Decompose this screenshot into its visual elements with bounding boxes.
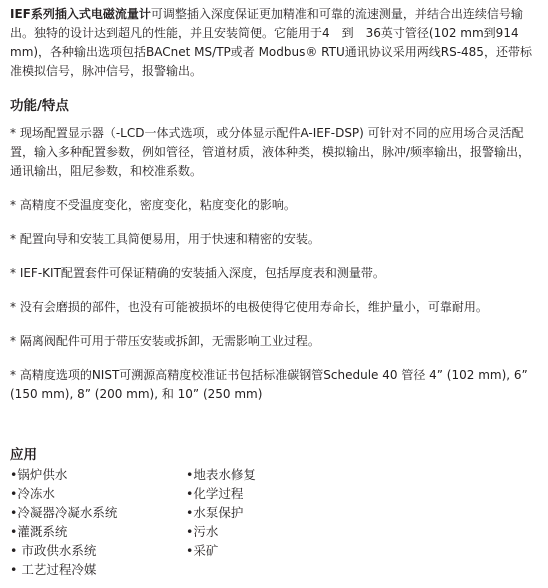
feature-item: * 现场配置显示器（-LCD一体式选项，或分体显示配件A-IEF-DSP) 可针对不同的应用场合灵活配置，输入多种配置参数，例如管径，管道材质，液体种类，模拟输出，脉冲/频率输出，报警输出，通讯输出，阻尼参数，和校准系数。: [10, 126, 531, 178]
features-list: [10, 124, 540, 419]
feature-item: * 高精度不受温度变化，密度变化，粘度变化的影响。: [10, 198, 296, 212]
application-item: •锅炉供水: [10, 467, 68, 482]
applications-heading: 应用: [10, 447, 37, 463]
application-item: •地表水修复: [186, 467, 256, 482]
product-name: IEF系列插入式电磁流量计: [10, 7, 151, 21]
application-item: •采矿: [186, 543, 219, 558]
application-item: •冷凝器冷凝水系统: [10, 505, 118, 520]
feature-item: * 没有会磨损的部件，也没有可能被损坏的电极使得它使用寿命长，维护量小，可靠耐用。: [10, 300, 488, 314]
application-item: •化学过程: [186, 486, 244, 501]
applications-left-column: [10, 465, 117, 579]
application-item: • 市政供水系统: [10, 543, 97, 558]
applications-right-column: [186, 465, 256, 560]
application-item: •污水: [186, 524, 219, 539]
feature-item: * IEF-KIT配置套件可保证精确的安装插入深度，包括厚度表和测量带。: [10, 266, 385, 280]
application-item: •冷冻水: [10, 486, 55, 501]
application-item: •水泵保护: [186, 505, 244, 520]
application-item: • 工艺过程冷媒: [10, 562, 97, 577]
features-heading: 功能/特点: [10, 98, 69, 114]
applications-list: [10, 465, 310, 585]
intro-text: 可调整插入深度保证更加精准和可靠的流速测量，并结合出连续信号输出。独特的设计达到超凡的性能，并且安装简便。它能用于4 到 36英寸管径(102 mm到914 mm)，各种输出选项包括BACnet MS/TP或者 Modbus® RTU通讯协议采用两线RS-485，还带标准模拟信号，脉冲信号，报警输出。: [10, 7, 532, 78]
feature-item: * 配置向导和安装工具简便易用，用于快速和精密的安装。: [10, 232, 320, 246]
feature-item: * 高精度选项的NIST可溯源高精度校准证书包括标准碳钢管Schedule 40 管径 4” (102 mm), 6” (150 mm), 8” (200 mm), 和 10” (250 mm): [10, 368, 528, 401]
intro-paragraph: [10, 5, 542, 81]
application-item: •灌溉系统: [10, 524, 68, 539]
feature-item: * 隔离阀配件可用于带压安装或拆卸，无需影响工业过程。: [10, 334, 320, 348]
